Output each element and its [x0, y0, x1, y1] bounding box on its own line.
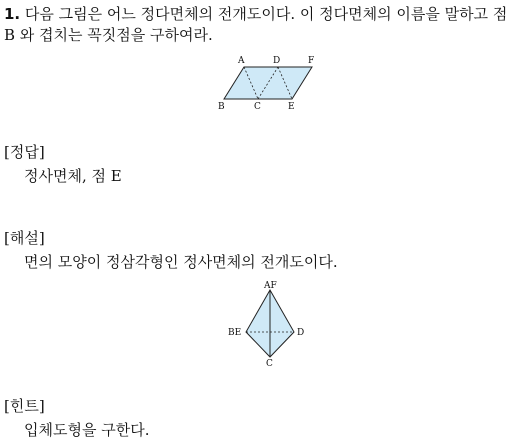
label-C: C: [254, 102, 261, 112]
answer-text: 정사면체, 점 E: [24, 167, 122, 185]
label-D-solid: D: [297, 328, 305, 338]
problem-number: 1.: [4, 5, 21, 23]
label-BE: BE: [228, 328, 242, 338]
label-B: B: [218, 102, 225, 112]
problem-line-2: B 와 겹치는 꼭짓점을 구하여라.: [4, 26, 213, 44]
net-parallelogram: [224, 67, 312, 99]
problem-text-1: 다음 그림은 어느 정다면체의 전개도이다. 이 정다면체의 이름을 말하고 점: [24, 5, 508, 23]
tetrahedron-net-figure: [214, 52, 326, 114]
hint-heading: [힌트]: [4, 397, 45, 415]
tetrahedron-figure: [222, 280, 318, 368]
problem-line-1: [4, 4, 507, 24]
hint-text: 입체도형을 구한다.: [24, 421, 150, 439]
label-C-solid: C: [266, 359, 273, 368]
explanation-text: 면의 모양이 정삼각형인 정사면체의 전개도이다.: [24, 253, 338, 271]
label-D: D: [273, 56, 281, 66]
label-A: A: [238, 56, 245, 66]
label-E: E: [288, 102, 295, 112]
label-AF: AF: [264, 281, 277, 291]
answer-heading: [정답]: [4, 143, 45, 161]
explanation-heading: [해설]: [4, 229, 45, 247]
label-F: F: [308, 56, 315, 66]
